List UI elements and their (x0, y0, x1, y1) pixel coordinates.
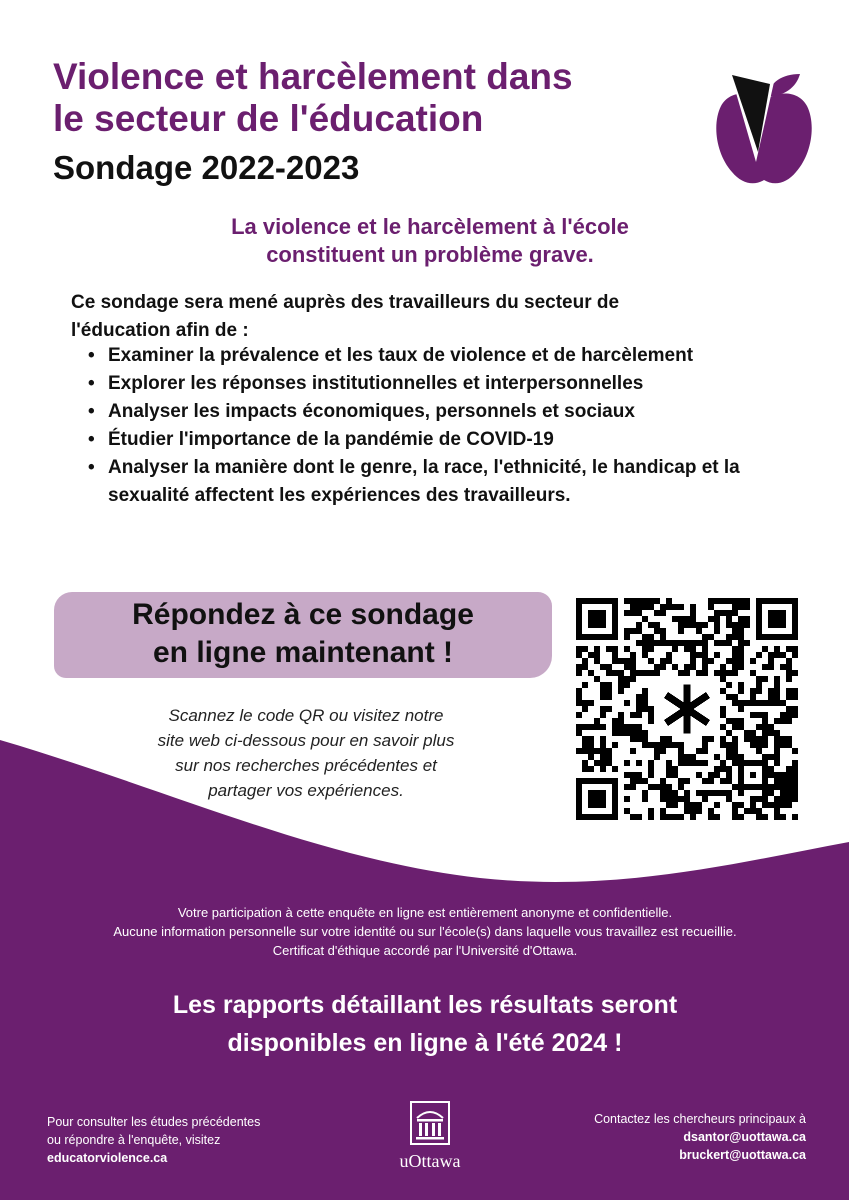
privacy-notice: Votre participation à cette enquête en ligne est entièrement anonyme et confidentielle. Aucune information personnelle sur votre identité ou sur l'école(s) dans laquelle vous travaillez est recueillie. Certificat d'éthique accordé par l'Université d'Ottawa. (113, 905, 737, 958)
list-item: • Analyser les impacts économiques, personnels et sociaux (88, 398, 778, 426)
scan-instructions: Scannez le code QR ou visitez notre site web ci-dessous pour en savoir plus sur nos recherches précédentes et partager vos expériences. (157, 706, 455, 800)
list-item: • Examiner la prévalence et les taux de violence et de harcèlement (88, 342, 778, 370)
poster-title: Violence et harcèlement dans le secteur de l'éducation (53, 56, 573, 139)
uottawa-wordmark: uOttawa (399, 1151, 461, 1171)
list-item: • Explorer les réponses institutionnelles et interpersonnelles (88, 370, 778, 398)
email-link-bruckert[interactable]: bruckert@uottawa.ca (679, 1148, 806, 1162)
apple-logo-icon (712, 66, 816, 190)
survey-year: Sondage 2022-2023 (53, 149, 360, 186)
survey-intro: Ce sondage sera mené auprès des travailleurs du secteur de l'éducation afin de : (71, 292, 620, 341)
footer-website-info: Pour consulter les études précédentes ou répondre à l'enquête, visitez educatorviolence.ca (47, 1113, 327, 1167)
problem-statement: La violence et le harcèlement à l'école constituent un problème grave. (231, 214, 629, 267)
qr-code[interactable] (576, 598, 798, 820)
email-link-dsantor[interactable]: dsantor@uottawa.ca (683, 1130, 806, 1144)
list-item: • Étudier l'importance de la pandémie de COVID-19 (88, 426, 778, 454)
uottawa-logo (388, 1100, 472, 1174)
cta-heading: Répondez à ce sondage en ligne maintenant ! (132, 598, 474, 669)
uottawa-building-icon (409, 1100, 451, 1146)
objectives-list (88, 342, 778, 510)
list-item: • Analyser la manière dont le genre, la race, l'ethnicité, le handicap et la sexualité affectent les expériences des travailleurs. (88, 454, 778, 510)
footer-contacts: Contactez les chercheurs principaux à dsantor@uottawa.ca bruckert@uottawa.ca (506, 1110, 806, 1164)
reports-announcement: Les rapports détaillant les résultats seront disponibles en ligne à l'été 2024 ! (172, 991, 678, 1057)
website-link[interactable]: educatorviolence.ca (47, 1151, 168, 1165)
